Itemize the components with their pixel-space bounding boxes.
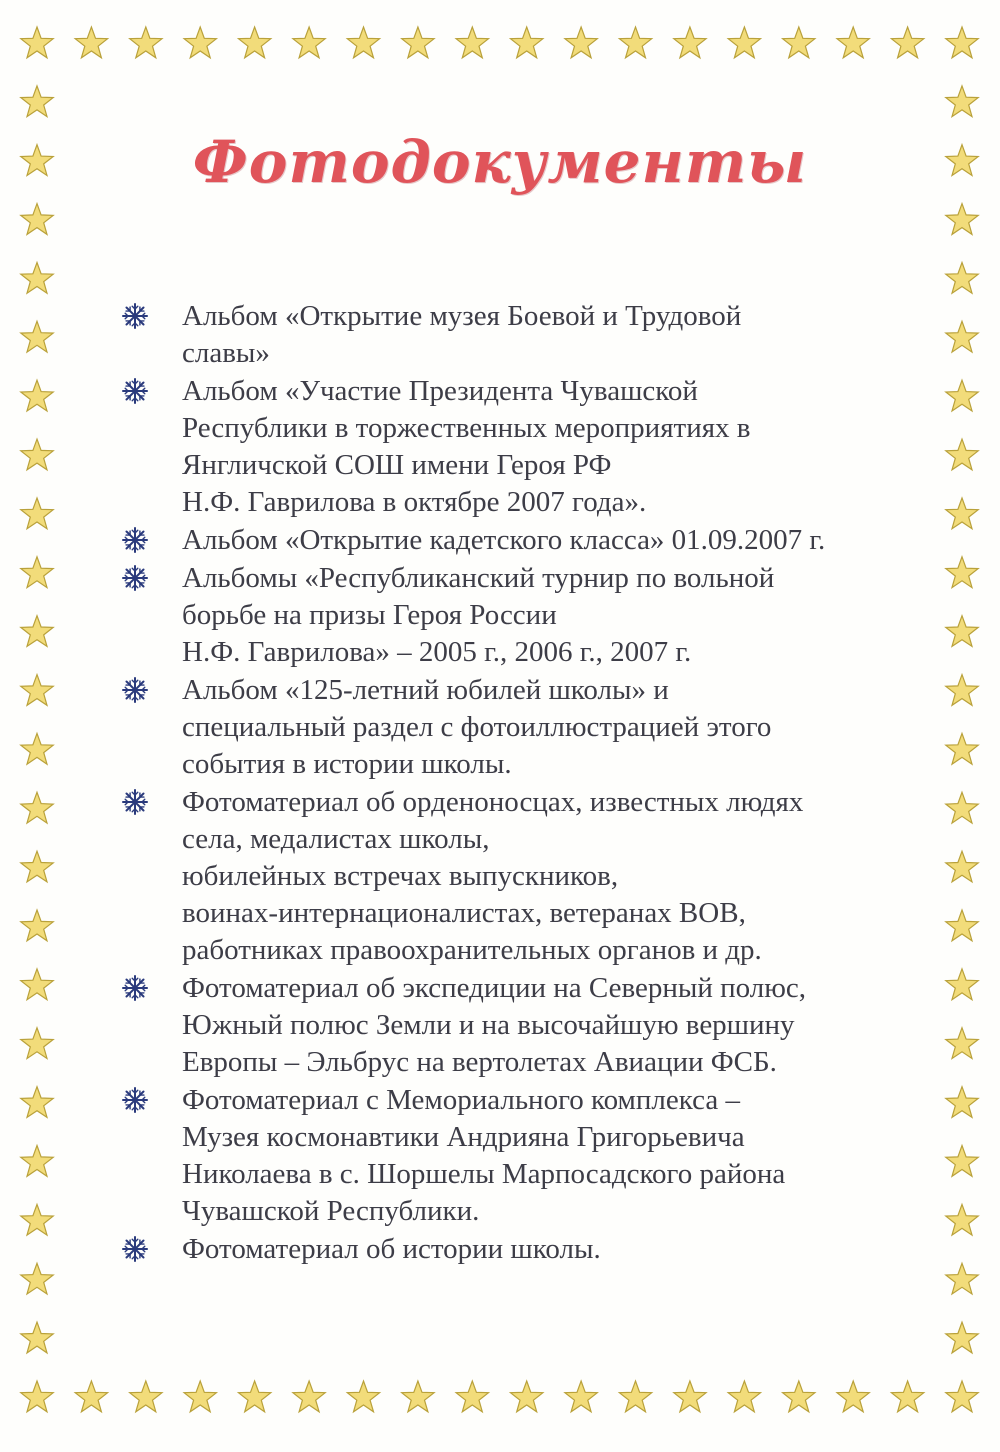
snowflake-icon <box>120 525 150 555</box>
snowflake-icon <box>120 675 150 705</box>
photo-document-list <box>118 298 918 1269</box>
star-icon <box>946 1381 978 1412</box>
star-icon <box>946 1087 978 1118</box>
star-icon <box>402 1381 434 1412</box>
star-icon <box>21 616 53 647</box>
list-item-line: Альбом «Участие Президента Чувашской <box>182 375 698 407</box>
list-item-line: славы» <box>182 337 270 369</box>
star-icon <box>21 263 53 294</box>
star-icon <box>21 969 53 1000</box>
star-icon <box>21 733 53 764</box>
star-icon <box>21 792 53 823</box>
star-icon <box>619 1381 651 1412</box>
star-icon <box>946 204 978 235</box>
star-icon <box>21 1322 53 1353</box>
list-item-line: Альбом «Открытие кадетского класса» 01.09.2007 г. <box>182 524 826 556</box>
list-item-line: Альбом «125-летний юбилей школы» и <box>182 674 669 706</box>
star-icon <box>946 675 978 706</box>
star-icon <box>946 851 978 882</box>
list-item <box>118 784 918 969</box>
list-item <box>118 522 918 559</box>
list-item-line: Музея космонавтики Андрияна Григорьевича <box>182 1121 745 1153</box>
star-icon <box>837 27 869 58</box>
star-icon <box>21 1146 53 1177</box>
star-icon <box>130 1381 162 1412</box>
list-item-line: Альбомы «Республиканский турнир по вольной <box>182 562 775 594</box>
star-icon <box>21 557 53 588</box>
star-icon <box>347 1381 379 1412</box>
star-icon <box>946 1322 978 1353</box>
list-item <box>118 560 918 671</box>
star-icon <box>75 1381 107 1412</box>
list-item-line: работниках правоохранительных органов и др. <box>182 934 762 966</box>
star-icon <box>728 1381 760 1412</box>
list-item-line: события в истории школы. <box>182 748 512 780</box>
star-icon <box>75 27 107 58</box>
star-icon <box>946 792 978 823</box>
star-icon <box>511 27 543 58</box>
star-icon <box>184 27 216 58</box>
star-icon <box>891 27 923 58</box>
star-icon <box>946 557 978 588</box>
snowflake-icon <box>120 1085 150 1115</box>
list-item <box>118 373 918 521</box>
snowflake-icon <box>120 301 150 331</box>
star-icon <box>783 1381 815 1412</box>
star-icon <box>783 27 815 58</box>
star-icon <box>456 1381 488 1412</box>
star-icon <box>946 1263 978 1294</box>
star-icon <box>293 27 325 58</box>
list-item-line: Н.Ф. Гаврилова» – 2005 г., 2006 г., 2007 г. <box>182 636 692 668</box>
list-item <box>118 970 918 1081</box>
star-icon <box>402 27 434 58</box>
star-icon <box>946 910 978 941</box>
list-item-line: села, медалистах школы, <box>182 823 490 855</box>
star-icon <box>21 1204 53 1235</box>
list-item-line: Южный полюс Земли и на высочайшую вершину <box>182 1009 795 1041</box>
list-item-line: Фотоматериал с Мемориального комплекса – <box>182 1084 740 1116</box>
star-icon <box>21 321 53 352</box>
star-icon <box>21 204 53 235</box>
star-icon <box>21 439 53 470</box>
star-icon <box>239 27 271 58</box>
list-item <box>118 672 918 783</box>
list-item-line: Альбом «Открытие музея Боевой и Трудовой <box>182 300 742 332</box>
list-item-line: Фотоматериал об экспедиции на Северный полюс, <box>182 972 807 1004</box>
list-item <box>118 1231 918 1268</box>
star-icon <box>21 380 53 411</box>
star-icon <box>946 263 978 294</box>
snowflake-icon <box>120 563 150 593</box>
snowflake-icon <box>120 973 150 1003</box>
star-icon <box>184 1381 216 1412</box>
star-icon <box>946 498 978 529</box>
snowflake-icon <box>120 1234 150 1264</box>
list-item-line: Н.Ф. Гаврилова в октябре 2007 года». <box>182 486 647 518</box>
page-title: Фотодокументы <box>192 128 808 196</box>
list-item <box>118 1082 918 1230</box>
star-icon <box>674 1381 706 1412</box>
star-icon <box>21 851 53 882</box>
list-item <box>118 298 918 372</box>
star-icon <box>946 27 978 58</box>
star-icon <box>946 1028 978 1059</box>
star-icon <box>239 1381 271 1412</box>
list-item-line: Республики в торжественных мероприятиях в <box>182 412 751 444</box>
star-icon <box>21 27 53 58</box>
star-icon <box>946 380 978 411</box>
star-icon <box>946 439 978 470</box>
star-icon <box>21 1028 53 1059</box>
star-icon <box>728 27 760 58</box>
snowflake-icon <box>120 787 150 817</box>
list-item-line: Европы – Эльбрус на вертолетах Авиации ФСБ. <box>182 1046 777 1078</box>
star-icon <box>21 910 53 941</box>
star-icon <box>946 321 978 352</box>
star-icon <box>511 1381 543 1412</box>
list-item-line: Янгличской СОШ имени Героя РФ <box>182 449 612 481</box>
list-item-line: Фотоматериал об истории школы. <box>182 1233 601 1265</box>
star-icon <box>130 27 162 58</box>
star-icon <box>293 1381 325 1412</box>
star-icon <box>565 27 597 58</box>
star-icon <box>21 498 53 529</box>
star-icon <box>946 1146 978 1177</box>
star-icon <box>891 1381 923 1412</box>
list-item-line: борьбе на призы Героя России <box>182 599 557 631</box>
snowflake-icon <box>120 376 150 406</box>
list-item-line: Чувашской Республики. <box>182 1195 480 1227</box>
list-item-line: Фотоматериал об орденоносцах, известных людях <box>182 786 804 818</box>
star-icon <box>946 733 978 764</box>
star-icon <box>946 616 978 647</box>
list-item-line: воинах-интернационалистах, ветеранах ВОВ, <box>182 897 746 929</box>
star-icon <box>21 86 53 117</box>
star-icon <box>946 1204 978 1235</box>
star-icon <box>21 675 53 706</box>
list-item-line: Николаева в с. Шоршелы Марпосадского района <box>182 1158 786 1190</box>
star-icon <box>347 27 379 58</box>
star-icon <box>21 1263 53 1294</box>
star-icon <box>619 27 651 58</box>
star-icon <box>837 1381 869 1412</box>
list-item-line: специальный раздел с фотоиллюстрацией этого <box>182 711 772 743</box>
star-icon <box>456 27 488 58</box>
star-icon <box>21 1381 53 1412</box>
star-icon <box>565 1381 597 1412</box>
star-icon <box>21 1087 53 1118</box>
list-item-line: юбилейных встречах выпускников, <box>182 860 619 892</box>
star-icon <box>946 969 978 1000</box>
star-icon <box>946 86 978 117</box>
star-icon <box>674 27 706 58</box>
